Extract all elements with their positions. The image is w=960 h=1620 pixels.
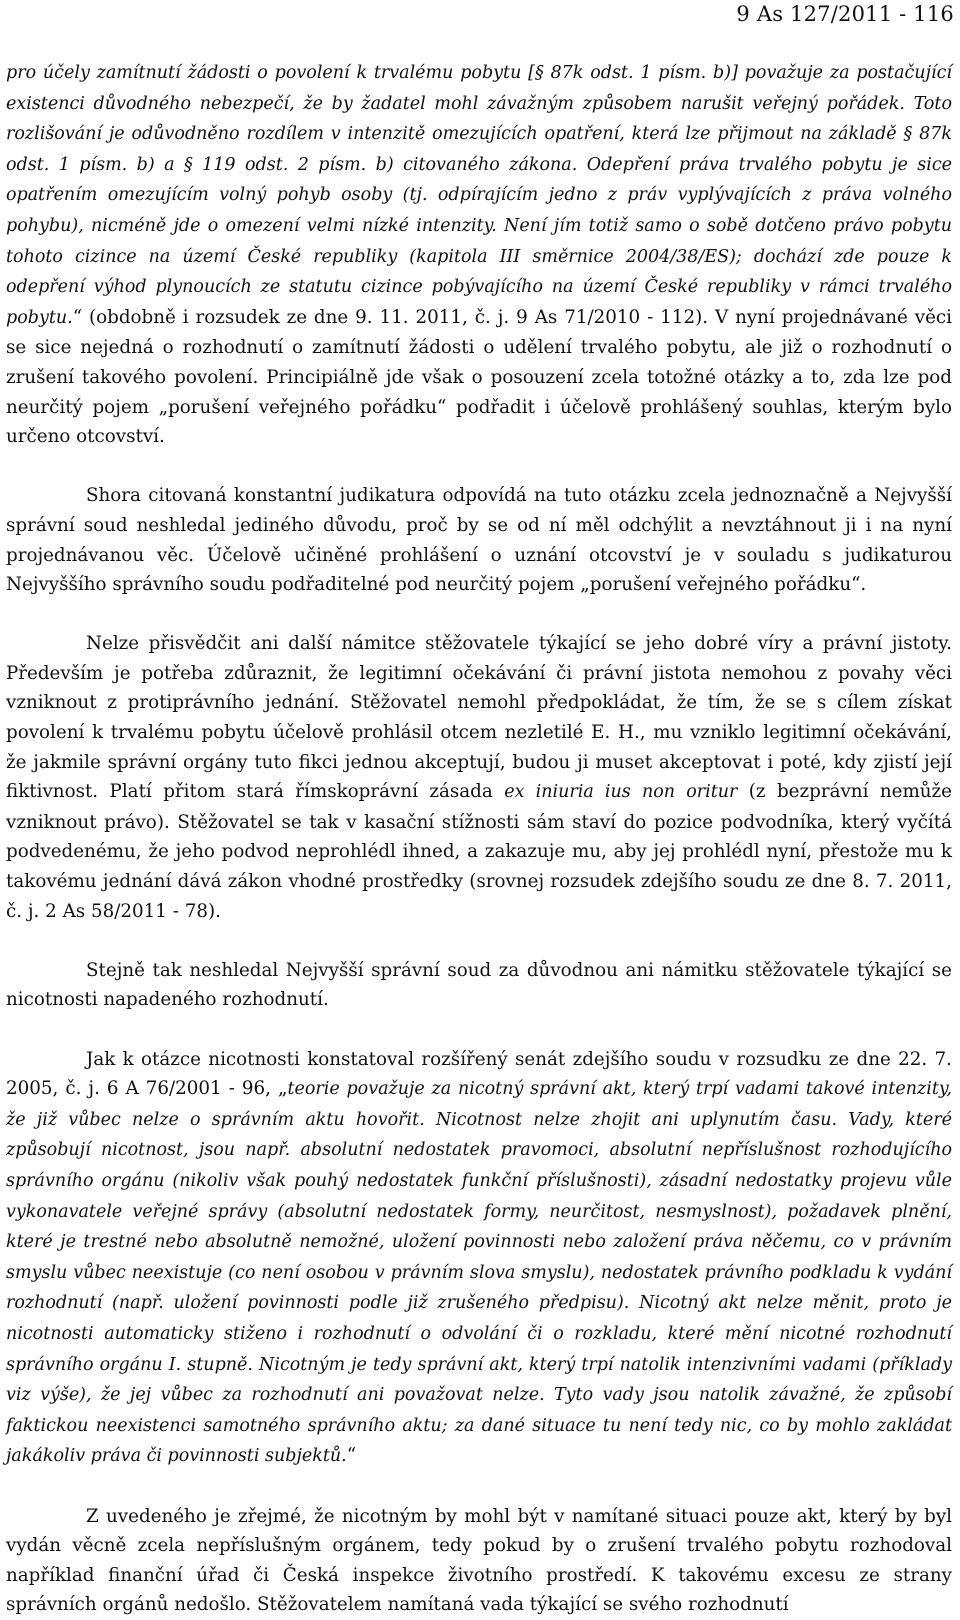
paragraph-nullity-objection: Stejně tak neshledal Nejvyšší správní soud za důvodnou ani námitku stěžovatele týkající se nicotnosti napadeného rozhodnutí.	[6, 959, 952, 1011]
paragraph-quote-residence	[6, 58, 952, 452]
paragraph-text-a: Nelze přisvědčit ani další námitce stěžovatele týkající se jeho dobré víry a právní jistoty. Především je potřeba zdůraznit, že legitimní očekávání či právní jistota nemohou z povahy věci vzniknout z protiprávního jednání. Stěžovatel nemohl předpokládat, že tím, že se s cílem získat povolení k trvalému pobytu účelově prohlásil otcem nezletilé E. H., mu vzniklo legitimní očekávání, že jakmile správní orgány tuto fikci jednou akceptují, budou ji muset akceptovat i poté, kdy zjistí její fiktivnost. Platí přitom stará římskoprávní zásada	[6, 633, 952, 803]
paragraph-conclusion: Z uvedeného je zřejmé, že nicotným by mohl být v namítané situaci pouze akt, který by byl vydán věcně zcela nepříslušným orgánem, tedy pokud by o zrušení trvalého pobytu rozhodoval například finanční úřad či Česká inspekce životního prostředí. K takovému excesu ze strany správních orgánů nedošlo. Stěžovatelem namítaná vada týkající se svého rozhodnutí	[6, 1505, 952, 1616]
paragraph-good-faith	[6, 629, 952, 926]
case-reference: 9 As 127/2011 - 116	[736, 2, 954, 26]
paragraph-text-b: (z bezprávní nemůže vzniknout právo). Stěžovatel se tak v kasační stížnosti sám staví do pozice podvodníka, který vyčítá podvedenému, že jeho podvod neprohlédl ihned, a zakazuje mu, aby jej prohlédl nyní, přestože mu k takovému jednání dává zákon vhodné prostředky (srovnej rozsudek zdejšího soudu ze dne 8. 7. 2011, č. j. 2 As 58/2011 - 78).	[6, 781, 952, 922]
latin-maxim: ex iniuria ius non oritur	[504, 782, 738, 803]
paragraph-nullity-definition	[6, 1045, 952, 1472]
paragraph-case-law: Shora citovaná konstantní judikatura odpovídá na tuto otázku zcela jednoznačně a Nejvyšší správní soud neshledal jediného důvodu, proč by se od ní měl odchýlit a nevztáhnout ji i na nyní projednávanou věc. Účelově učiněné prohlášení o uznání otcovství je v souladu s judikaturou Nejvyššího správního soudu podřaditelné pod neurčitý pojem „porušení veřejného pořádku“.	[6, 485, 952, 596]
closing-quote: “	[346, 1445, 357, 1467]
italic-quotation-nullity: teorie považuje za nicotný správní akt, který trpí vadami takové intenzity, že již vůbec nelze o správním aktu hovořit. Nicotnost nelze zhojit ani uplynutím času. Vady, které způsobují nicotnost, jsou např. absolutní nedostatek pravomoci, absolutní nepříslušnost rozhodujícího správního orgánu (nikoliv však pouhý nedostatek funkční příslušnosti), zásadní nedostatky projevu vůle vykonavatele veřejné správy (absolutní nedostatek formy, neurčitost, nesmyslnost), požadavek plnění, které je trestné nebo absolutně nemožné, uložení povinnosti nebo založení práva něčemu, co v právním smyslu vůbec neexistuje (co není osobou v právním slova smyslu), nedostatek právního podkladu k vydání rozhodnutí (např. uložení povinnosti podle již zrušeného předpisu). Nicotný akt nelze měnit, proto je nicotnosti automaticky stiženo i rozhodnutí o odvolání či o rozkladu, které mění nicotné rozhodnutí správního orgánu I. stupně. Nicotným je tedy správní akt, který trpí natolik intenzivními vadami (příklady viz výše), že jej vůbec za rozhodnutí ani považovat nelze. Tyto vady jsou natolik závažné, že způsobí faktickou neexistenci samotného správního aktu; za dané situace tu není tedy nic, co by mohlo zakládat jakákoliv práva či povinnosti subjektů.	[6, 1079, 952, 1467]
paragraph-continuation: “ (obdobně i rozsudek ze dne 9. 11. 2011, č. j. 9 As 71/2010 - 112). V nyní projednávané věci se sice nejedná o rozhodnutí o zamítnutí žádosti o udělení trvalého pobytu, ale již o rozhodnutí o zrušení takového povolení. Principiálně jde však o posouzení zcela totožné otázky a to, zda lze pod neurčitý pojem „porušení veřejného pořádku“ podřadit i účelově prohlášený souhlas, kterým bylo určeno otcovství.	[6, 306, 952, 448]
italic-quotation: pro účely zamítnutí žádosti o povolení k trvalému pobytu [§ 87k odst. 1 písm. b)] považuje za postačující existenci důvodného nebezpečí, že by žadatel mohl závažným způsobem narušit veřejný pořádek. Toto rozlišování je odůvodněno rozdílem v intenzitě omezujících opatření, která lze přijmout na základě § 87k odst. 1 písm. b) a § 119 odst. 2 písm. b) citovaného zákona. Odepření práva trvalého pobytu je sice opatřením omezujícím volný pohyb osoby (tj. odpírajícím jedno z práv vyplývajících z práva volného pohybu), nicméně jde o omezení velmi nízké intenzity. Není jím totiž samo o sobě dotčeno právo pobytu tohoto cizince na území České republiky (kapitola III směrnice 2004/38/ES); dochází zde pouze k odepření výhod plynoucích ze statutu cizince pobývajícího na území České republiky v rámci trvalého pobytu.	[6, 63, 952, 328]
paragraph-lead: Jak k otázce nicotnosti konstatoval rozšířený senát zdejšího soudu v rozsudku ze dne 22. 7. 2005, č. j. 6 A 76/2001 - 96, „	[6, 1048, 952, 1100]
document-body	[6, 58, 952, 1620]
